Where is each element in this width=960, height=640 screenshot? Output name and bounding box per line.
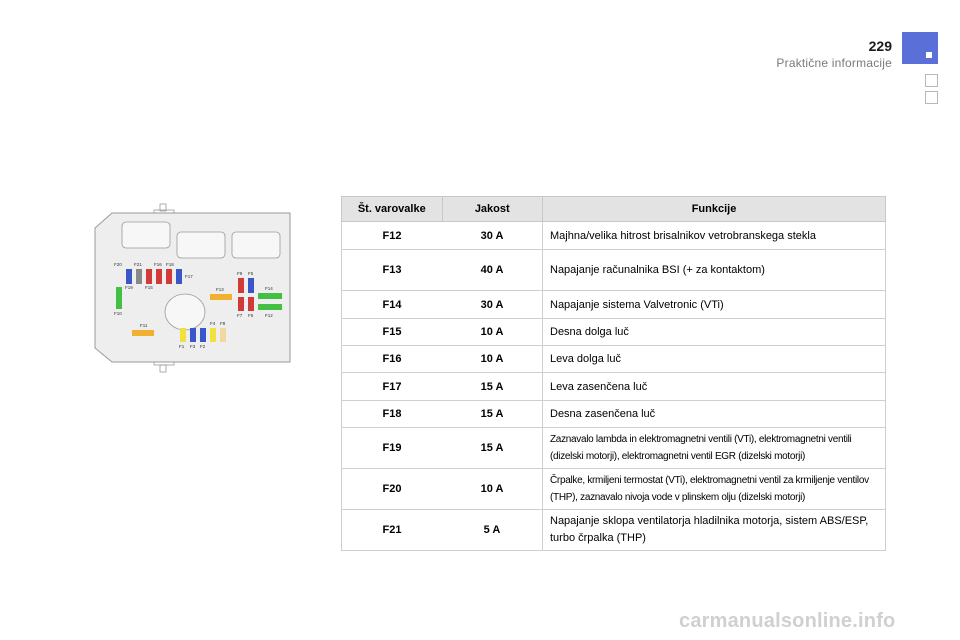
fuse-label-f4: F4 (210, 321, 216, 326)
table-row (342, 469, 886, 510)
fuse-label-f12: F12 (265, 313, 273, 318)
fuse-label-f3: F3 (190, 344, 196, 349)
fuse-amperage: 10 A (442, 346, 543, 373)
fuse-label-f9: F9 (237, 271, 243, 276)
fuse-function: Desna zasenčena luč (543, 401, 886, 428)
fuse-function: Majhna/velika hitrost brisalnikov vetrobranskega stekla (543, 222, 886, 250)
chapter-tab-active[interactable] (902, 32, 938, 64)
chapter-tab-3[interactable] (925, 91, 938, 104)
fuse-function: Napajanje računalnika BSI (+ za kontaktom) (543, 250, 886, 291)
fuse-function: Leva dolga luč (543, 346, 886, 373)
fuse-amperage: 15 A (442, 428, 543, 469)
fuse-amperage: 10 A (442, 469, 543, 510)
fuse-label-f5: F5 (248, 271, 254, 276)
fuse-amperage: 10 A (442, 319, 543, 346)
fuse-label-f10: F10 (114, 311, 122, 316)
fuse-number: F21 (342, 510, 443, 551)
fuse-function: Napajanje sistema Valvetronic (VTi) (543, 291, 886, 319)
fuse-label-f14: F14 (265, 286, 273, 291)
fuse-label-f19: F19 (125, 285, 133, 290)
fuse-label-f1: F1 (179, 344, 185, 349)
fuse-label-f11: F11 (140, 323, 148, 328)
fuse-label-f21: F21 (134, 262, 142, 267)
fuse-number: F12 (342, 222, 443, 250)
fuse-label-f2: F2 (200, 344, 206, 349)
chapter-tab-2[interactable] (925, 74, 938, 87)
fuse-number: F14 (342, 291, 443, 319)
table-row (342, 373, 886, 401)
fuse-label-f6: F6 (248, 313, 254, 318)
fuse-label-f8: F8 (220, 321, 226, 326)
table-row (342, 428, 886, 469)
fuse-amperage: 15 A (442, 401, 543, 428)
fuse-number: F13 (342, 250, 443, 291)
watermark-text: carmanualsonline.info (679, 610, 896, 632)
table-header-row (342, 197, 886, 222)
fuse-amperage: 40 A (442, 250, 543, 291)
table-row (342, 401, 886, 428)
fuse-number: F18 (342, 401, 443, 428)
fuse-label-f17: F17 (185, 274, 193, 279)
fuse-function: Napajanje sklopa ventilatorja hladilnika motorja, sistem ABS/ESP, turbo črpalka (THP) (543, 510, 886, 551)
fuse-label-f18: F18 (166, 262, 174, 267)
fuse-number: F19 (342, 428, 443, 469)
tab-marker-icon (926, 52, 932, 58)
fuse-number: F17 (342, 373, 443, 401)
table-row (342, 291, 886, 319)
fuse-number: F15 (342, 319, 443, 346)
fuse-amperage: 5 A (442, 510, 543, 551)
table-row (342, 319, 886, 346)
column-header-amperage: Jakost (442, 197, 543, 222)
fuse-function: Desna dolga luč (543, 319, 886, 346)
column-header-function: Funkcije (543, 197, 886, 222)
column-header-fuse: Št. varovalke (342, 197, 443, 222)
fuse-function: Leva zasenčena luč (543, 373, 886, 401)
fuse-label-f20: F20 (114, 262, 122, 267)
fuse-label-f13: F13 (216, 287, 224, 292)
fuse-function: Zaznavalo lambda in elektromagnetni ventili (VTi), elektromagnetni ventili (dizelski motorji), elektromagnetni ventil EGR (dizelski motorji) (543, 428, 886, 469)
fuse-label-f7: F7 (237, 313, 243, 318)
fuse-table (341, 196, 886, 551)
page-number: 229 (868, 38, 892, 54)
table-row (342, 346, 886, 373)
table-row (342, 250, 886, 291)
fuse-box-diagram (90, 200, 300, 375)
fuse-function: Črpalke, krmiljeni termostat (VTi), elektromagnetni ventil za krmiljenje ventilov (THP), zaznavalo nivoja vode v plinskem olju (dizelski motorji) (543, 469, 886, 510)
fuse-number: F20 (342, 469, 443, 510)
fuse-amperage: 15 A (442, 373, 543, 401)
fuse-label-f16: F16 (154, 262, 162, 267)
section-title: Praktične informacije (776, 56, 892, 70)
fuse-label-f15: F15 (145, 285, 153, 290)
fuse-number: F16 (342, 346, 443, 373)
fuse-amperage: 30 A (442, 291, 543, 319)
table-row (342, 222, 886, 250)
table-row (342, 510, 886, 551)
fuse-amperage: 30 A (442, 222, 543, 250)
